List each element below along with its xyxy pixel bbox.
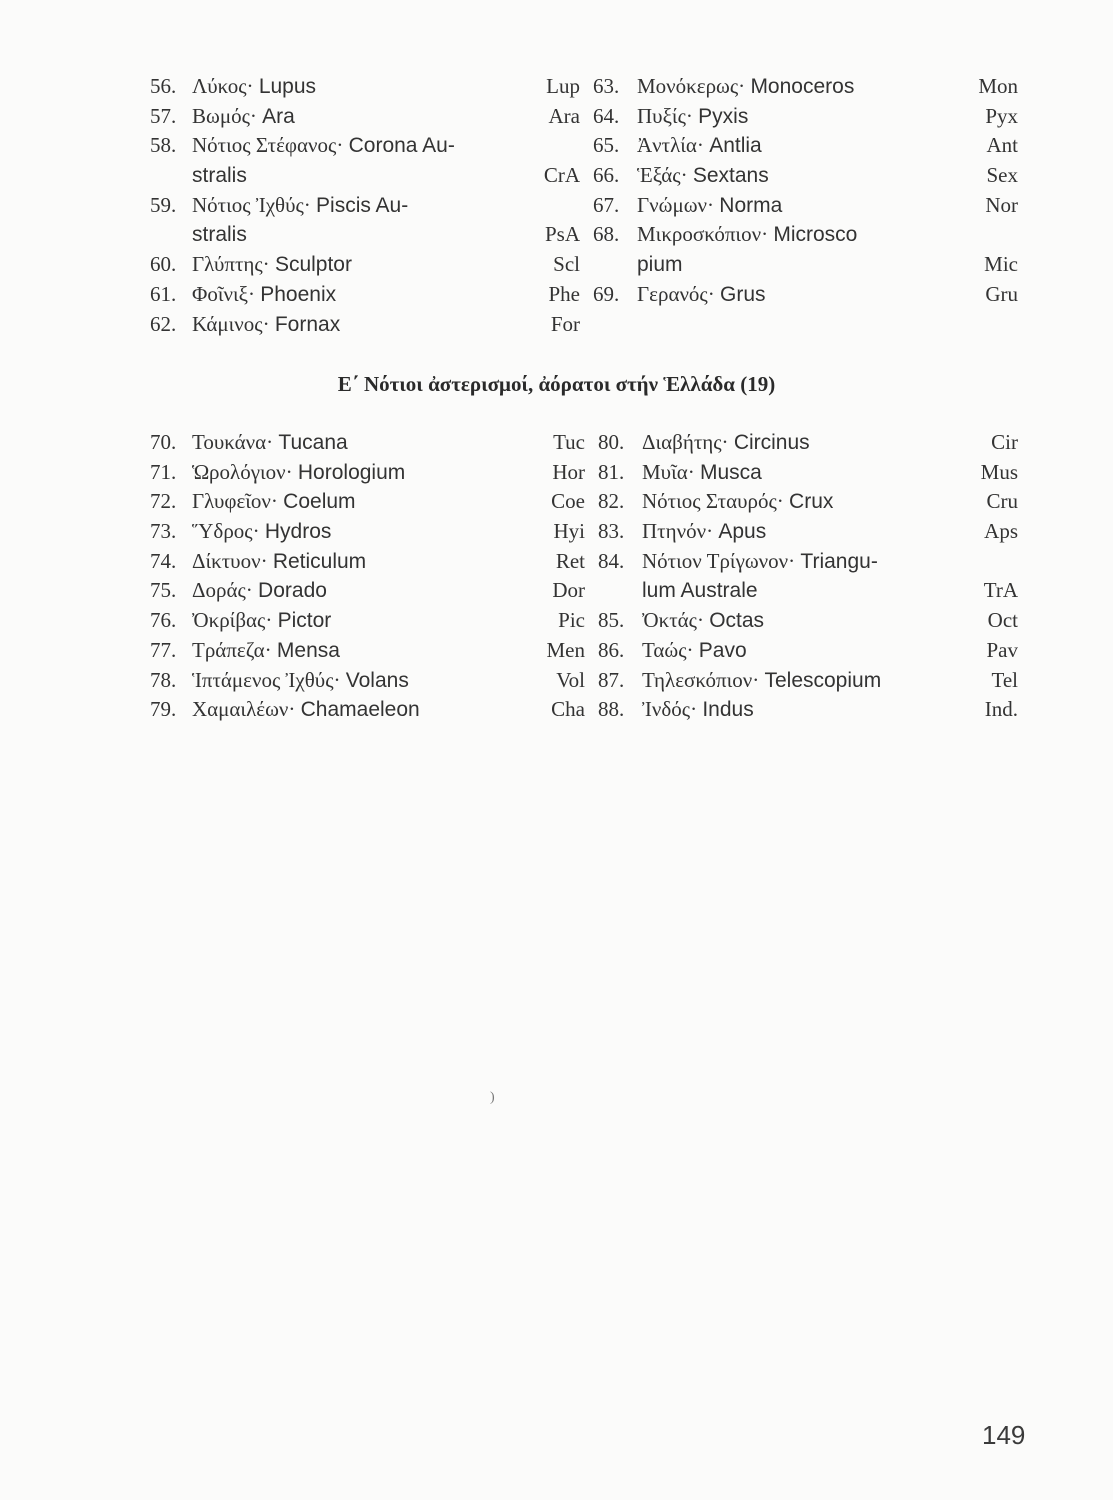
entry-number: 64. — [593, 103, 620, 128]
abbreviation: Hor — [552, 459, 585, 484]
entry-number: 62. — [150, 311, 177, 336]
constellation-entry — [150, 636, 585, 666]
entry-name — [192, 636, 340, 666]
entry-name — [637, 191, 782, 221]
entry-number: 85. — [598, 608, 625, 633]
abbreviation: Tuc — [553, 430, 585, 454]
constellation-entry — [150, 102, 580, 132]
section-heading: Ε΄ Νότιοι ἀστερισμοί, ἀόρατοι στήν Ἑλλάδα (19) — [337, 372, 776, 396]
constellation-entry — [150, 72, 580, 102]
entry-number: 65. — [593, 133, 620, 158]
latin-name: Telescopium — [764, 668, 882, 692]
entry-number: 74. — [150, 548, 177, 573]
greek-name: Ὕδρος· — [192, 519, 260, 544]
entry-number: 66. — [593, 163, 620, 188]
entry-name — [192, 72, 316, 102]
constellation-entry — [598, 576, 1018, 606]
constellation-entry — [150, 310, 580, 340]
constellation-entry — [150, 576, 585, 606]
latin-name: Tucana — [278, 431, 348, 454]
entry-name — [192, 102, 295, 132]
latin-name: Microsco — [773, 223, 858, 247]
entry-number: 83. — [598, 519, 625, 544]
entry-number: 61. — [150, 281, 177, 306]
constellation-entry — [150, 131, 580, 161]
abbreviation: Men — [546, 637, 585, 662]
constellation-entry — [150, 428, 585, 458]
greek-name: Πτηνόν· — [642, 519, 714, 544]
latin-name: Crux — [789, 490, 834, 514]
entry-name — [642, 695, 754, 725]
abbreviation: Sex — [986, 163, 1018, 188]
constellation-entry — [150, 666, 585, 696]
greek-name: Ταώς· — [642, 637, 694, 662]
entry-name — [192, 191, 408, 221]
abbreviation: TrA — [983, 578, 1018, 603]
entry-name — [637, 131, 762, 161]
greek-name: Βωμός· — [192, 103, 257, 128]
greek-name: Γερανός· — [637, 281, 715, 306]
latin-name: Monoceros — [750, 75, 855, 98]
abbreviation: Cha — [551, 697, 585, 722]
latin-name: Hydros — [264, 520, 332, 544]
entry-name — [637, 161, 769, 191]
entry-number: 72. — [150, 489, 177, 514]
entry-number: 73. — [150, 519, 177, 544]
entry-name — [192, 695, 420, 725]
entry-number: 79. — [150, 697, 177, 722]
latin-name: Sculptor — [274, 253, 352, 277]
entry-number: 75. — [150, 578, 177, 603]
abbreviation: Ind. — [984, 697, 1018, 722]
entry-number: 57. — [150, 103, 177, 128]
entry-name — [192, 310, 340, 340]
entry-name — [642, 428, 810, 458]
entry-name — [637, 280, 766, 310]
entry-name — [192, 576, 327, 606]
entry-name — [192, 458, 405, 488]
greek-name: Μικροσκόπιον· — [637, 222, 769, 247]
entry-number: 63. — [593, 74, 620, 98]
constellation-entry — [593, 131, 1018, 161]
greek-name: Κάμινος· — [192, 311, 270, 336]
latin-name: Chamaeleon — [300, 698, 420, 722]
abbreviation: For — [550, 311, 580, 336]
entry-name — [642, 606, 764, 636]
entry-name — [637, 220, 857, 250]
constellation-entry — [150, 161, 580, 191]
greek-name: Μονόκερως· — [637, 74, 746, 98]
abbreviation: Mon — [978, 74, 1018, 98]
greek-name: Δίκτυον· — [192, 548, 268, 573]
entry-number: 60. — [150, 252, 177, 277]
greek-name: Πυξίς· — [637, 103, 693, 128]
latin-name: Ara — [262, 104, 295, 128]
latin-name: Fornax — [274, 312, 341, 336]
greek-name: Ἑξάς· — [637, 163, 688, 188]
greek-name: Νότιος Σταυρός· — [642, 489, 784, 514]
constellation-entry — [593, 72, 1018, 102]
latin-name: Reticulum — [272, 549, 367, 573]
greek-name: Λύκος· — [192, 74, 254, 98]
entry-name — [642, 487, 833, 517]
greek-name: Φοῖνιξ· — [192, 281, 255, 306]
abbreviation: Mic — [984, 252, 1018, 277]
abbreviation: Ara — [548, 103, 580, 128]
latin-name: Triangu- — [800, 549, 878, 573]
entry-number: 80. — [598, 430, 625, 454]
abbreviation: Lup — [546, 74, 580, 98]
latin-name: Volans — [345, 668, 409, 692]
entry-name — [192, 131, 455, 161]
entry-name — [192, 280, 336, 310]
constellation-entry — [150, 220, 580, 250]
constellation-entry — [593, 191, 1018, 221]
latin-name: Antlia — [709, 134, 762, 158]
entry-name — [642, 517, 766, 547]
entry-name — [642, 458, 762, 488]
abbreviation: Aps — [984, 519, 1018, 544]
greek-name: Μυῖα· — [642, 459, 695, 484]
abbreviation: Cir — [991, 430, 1018, 454]
entry-number: 71. — [150, 459, 177, 484]
page-number: 149 — [982, 1420, 1026, 1450]
constellation-entry — [598, 428, 1018, 458]
latin-name: stralis — [192, 223, 247, 247]
entry-number: 87. — [598, 667, 625, 692]
greek-name: Δοράς· — [192, 578, 253, 603]
constellation-entry — [598, 458, 1018, 488]
greek-name: Ὀκτάς· — [642, 608, 704, 633]
latin-name: Horologium — [297, 460, 406, 484]
constellation-entry — [150, 695, 585, 725]
latin-name: Grus — [720, 282, 766, 306]
constellation-entry — [150, 487, 585, 517]
latin-name: Mensa — [276, 638, 340, 662]
entry-number: 68. — [593, 222, 620, 247]
constellation-entry — [150, 547, 585, 577]
entry-name — [192, 428, 348, 458]
greek-name: Νότιος Στέφανος· — [192, 133, 344, 158]
abbreviation: Oct — [987, 608, 1018, 633]
abbreviation: Pyx — [985, 103, 1018, 128]
abbreviation: Vol — [556, 667, 585, 692]
abbreviation: Gru — [985, 281, 1018, 306]
entry-name — [192, 487, 356, 517]
greek-name: Ἀντλία· — [637, 133, 704, 158]
constellation-entry — [593, 220, 1018, 250]
entry-number: 82. — [598, 489, 625, 514]
entry-number: 76. — [150, 608, 177, 633]
entry-number: 59. — [150, 192, 177, 217]
greek-name: Γλύπτης· — [192, 252, 270, 277]
entry-number: 56. — [150, 74, 177, 98]
latin-name: Apus — [718, 520, 767, 544]
greek-name: Ὀκρίβας· — [192, 608, 273, 633]
entry-number: 86. — [598, 637, 625, 662]
constellation-entry — [593, 102, 1018, 132]
latin-name: Norma — [719, 193, 783, 217]
entry-number: 70. — [150, 430, 177, 454]
constellation-entry — [598, 517, 1018, 547]
greek-name: Γλυφεῖον· — [192, 489, 278, 514]
latin-name: Dorado — [258, 579, 327, 603]
constellation-entry — [593, 280, 1018, 310]
latin-name: pium — [637, 253, 683, 277]
latin-name: Sextans — [692, 164, 769, 188]
latin-name: Lupus — [258, 75, 317, 98]
latin-name: Pyxis — [698, 104, 749, 128]
constellation-entry — [150, 458, 585, 488]
entry-number: 88. — [598, 697, 625, 722]
constellation-entry — [150, 250, 580, 280]
latin-name: Pictor — [277, 609, 332, 633]
greek-name: Χαμαιλέων· — [192, 697, 296, 722]
constellation-entry — [150, 517, 585, 547]
latin-name: Piscis Au- — [316, 193, 409, 217]
abbreviation: Coe — [551, 489, 585, 514]
constellation-entry — [150, 606, 585, 636]
abbreviation: Mus — [980, 459, 1018, 484]
constellation-entry — [598, 666, 1018, 696]
entry-name — [637, 72, 854, 102]
entry-name — [192, 547, 366, 577]
abbreviation: Pav — [986, 637, 1018, 662]
latin-name: Indus — [702, 698, 754, 722]
greek-name: Τηλεσκόπιον· — [642, 667, 760, 692]
entry-name — [637, 102, 748, 132]
greek-name: Τουκάνα· — [192, 430, 274, 454]
entry-number: 77. — [150, 637, 177, 662]
entry-number: 67. — [593, 192, 620, 217]
abbreviation: Pic — [558, 608, 585, 633]
abbreviation: Ret — [555, 548, 585, 573]
greek-name: Ὡρολόγιον· — [192, 459, 293, 484]
entry-name — [192, 250, 352, 280]
abbreviation: Hyi — [553, 519, 585, 544]
entry-name — [192, 517, 331, 547]
bottom-right-column — [598, 428, 1018, 725]
abbreviation: Cru — [986, 489, 1018, 514]
stray-mark: ) — [490, 1090, 495, 1105]
entry-name — [642, 576, 758, 606]
entry-name — [192, 606, 331, 636]
constellation-entry — [598, 636, 1018, 666]
constellation-entry — [593, 250, 1018, 280]
entry-number: 78. — [150, 667, 177, 692]
constellation-entry — [150, 191, 580, 221]
latin-name: Coelum — [283, 490, 356, 514]
latin-name: Musca — [699, 460, 762, 484]
bottom-left-column — [150, 428, 585, 725]
entry-name — [192, 161, 247, 191]
entry-name — [192, 666, 409, 696]
greek-name: Διαβήτης· — [642, 430, 729, 454]
greek-name: Τράπεζα· — [192, 637, 272, 662]
entry-name — [642, 547, 878, 577]
entry-number: 58. — [150, 133, 177, 158]
greek-name: Ἰνδός· — [642, 697, 698, 722]
entry-number: 69. — [593, 281, 620, 306]
latin-name: Circinus — [733, 431, 810, 454]
constellation-entry — [598, 487, 1018, 517]
latin-name: stralis — [192, 164, 247, 188]
abbreviation: Nor — [985, 192, 1018, 217]
latin-name: Corona Au- — [348, 134, 455, 158]
latin-name: Phoenix — [260, 282, 337, 306]
abbreviation: PsA — [544, 222, 580, 247]
greek-name: Νότιος Ἰχθύς· — [192, 192, 311, 217]
entry-name — [192, 220, 247, 250]
constellation-entry — [598, 606, 1018, 636]
entry-name — [642, 666, 881, 696]
greek-name: Νότιον Τρίγωνον· — [642, 548, 796, 573]
abbreviation: Phe — [548, 281, 580, 306]
constellation-entry — [150, 280, 580, 310]
latin-name: Pavo — [698, 638, 747, 662]
abbreviation: Scl — [553, 252, 580, 277]
constellation-entry — [593, 161, 1018, 191]
latin-name: Octas — [709, 609, 765, 633]
greek-name: Ἱπτάμενος Ἰχθύς· — [192, 667, 341, 692]
abbreviation: Tel — [991, 667, 1018, 692]
abbreviation: Dor — [552, 578, 585, 603]
entry-number: 81. — [598, 459, 625, 484]
top-left-column — [150, 72, 580, 339]
entry-name — [642, 636, 747, 666]
greek-name: Γνώμων· — [637, 192, 715, 217]
abbreviation: Ant — [986, 133, 1018, 158]
constellation-entry — [598, 547, 1018, 577]
abbreviation: CrA — [543, 163, 580, 188]
latin-name: lum Australe — [642, 579, 758, 603]
entry-number: 84. — [598, 548, 625, 573]
constellation-entry — [598, 695, 1018, 725]
entry-name — [637, 250, 683, 280]
top-right-column — [593, 72, 1018, 310]
